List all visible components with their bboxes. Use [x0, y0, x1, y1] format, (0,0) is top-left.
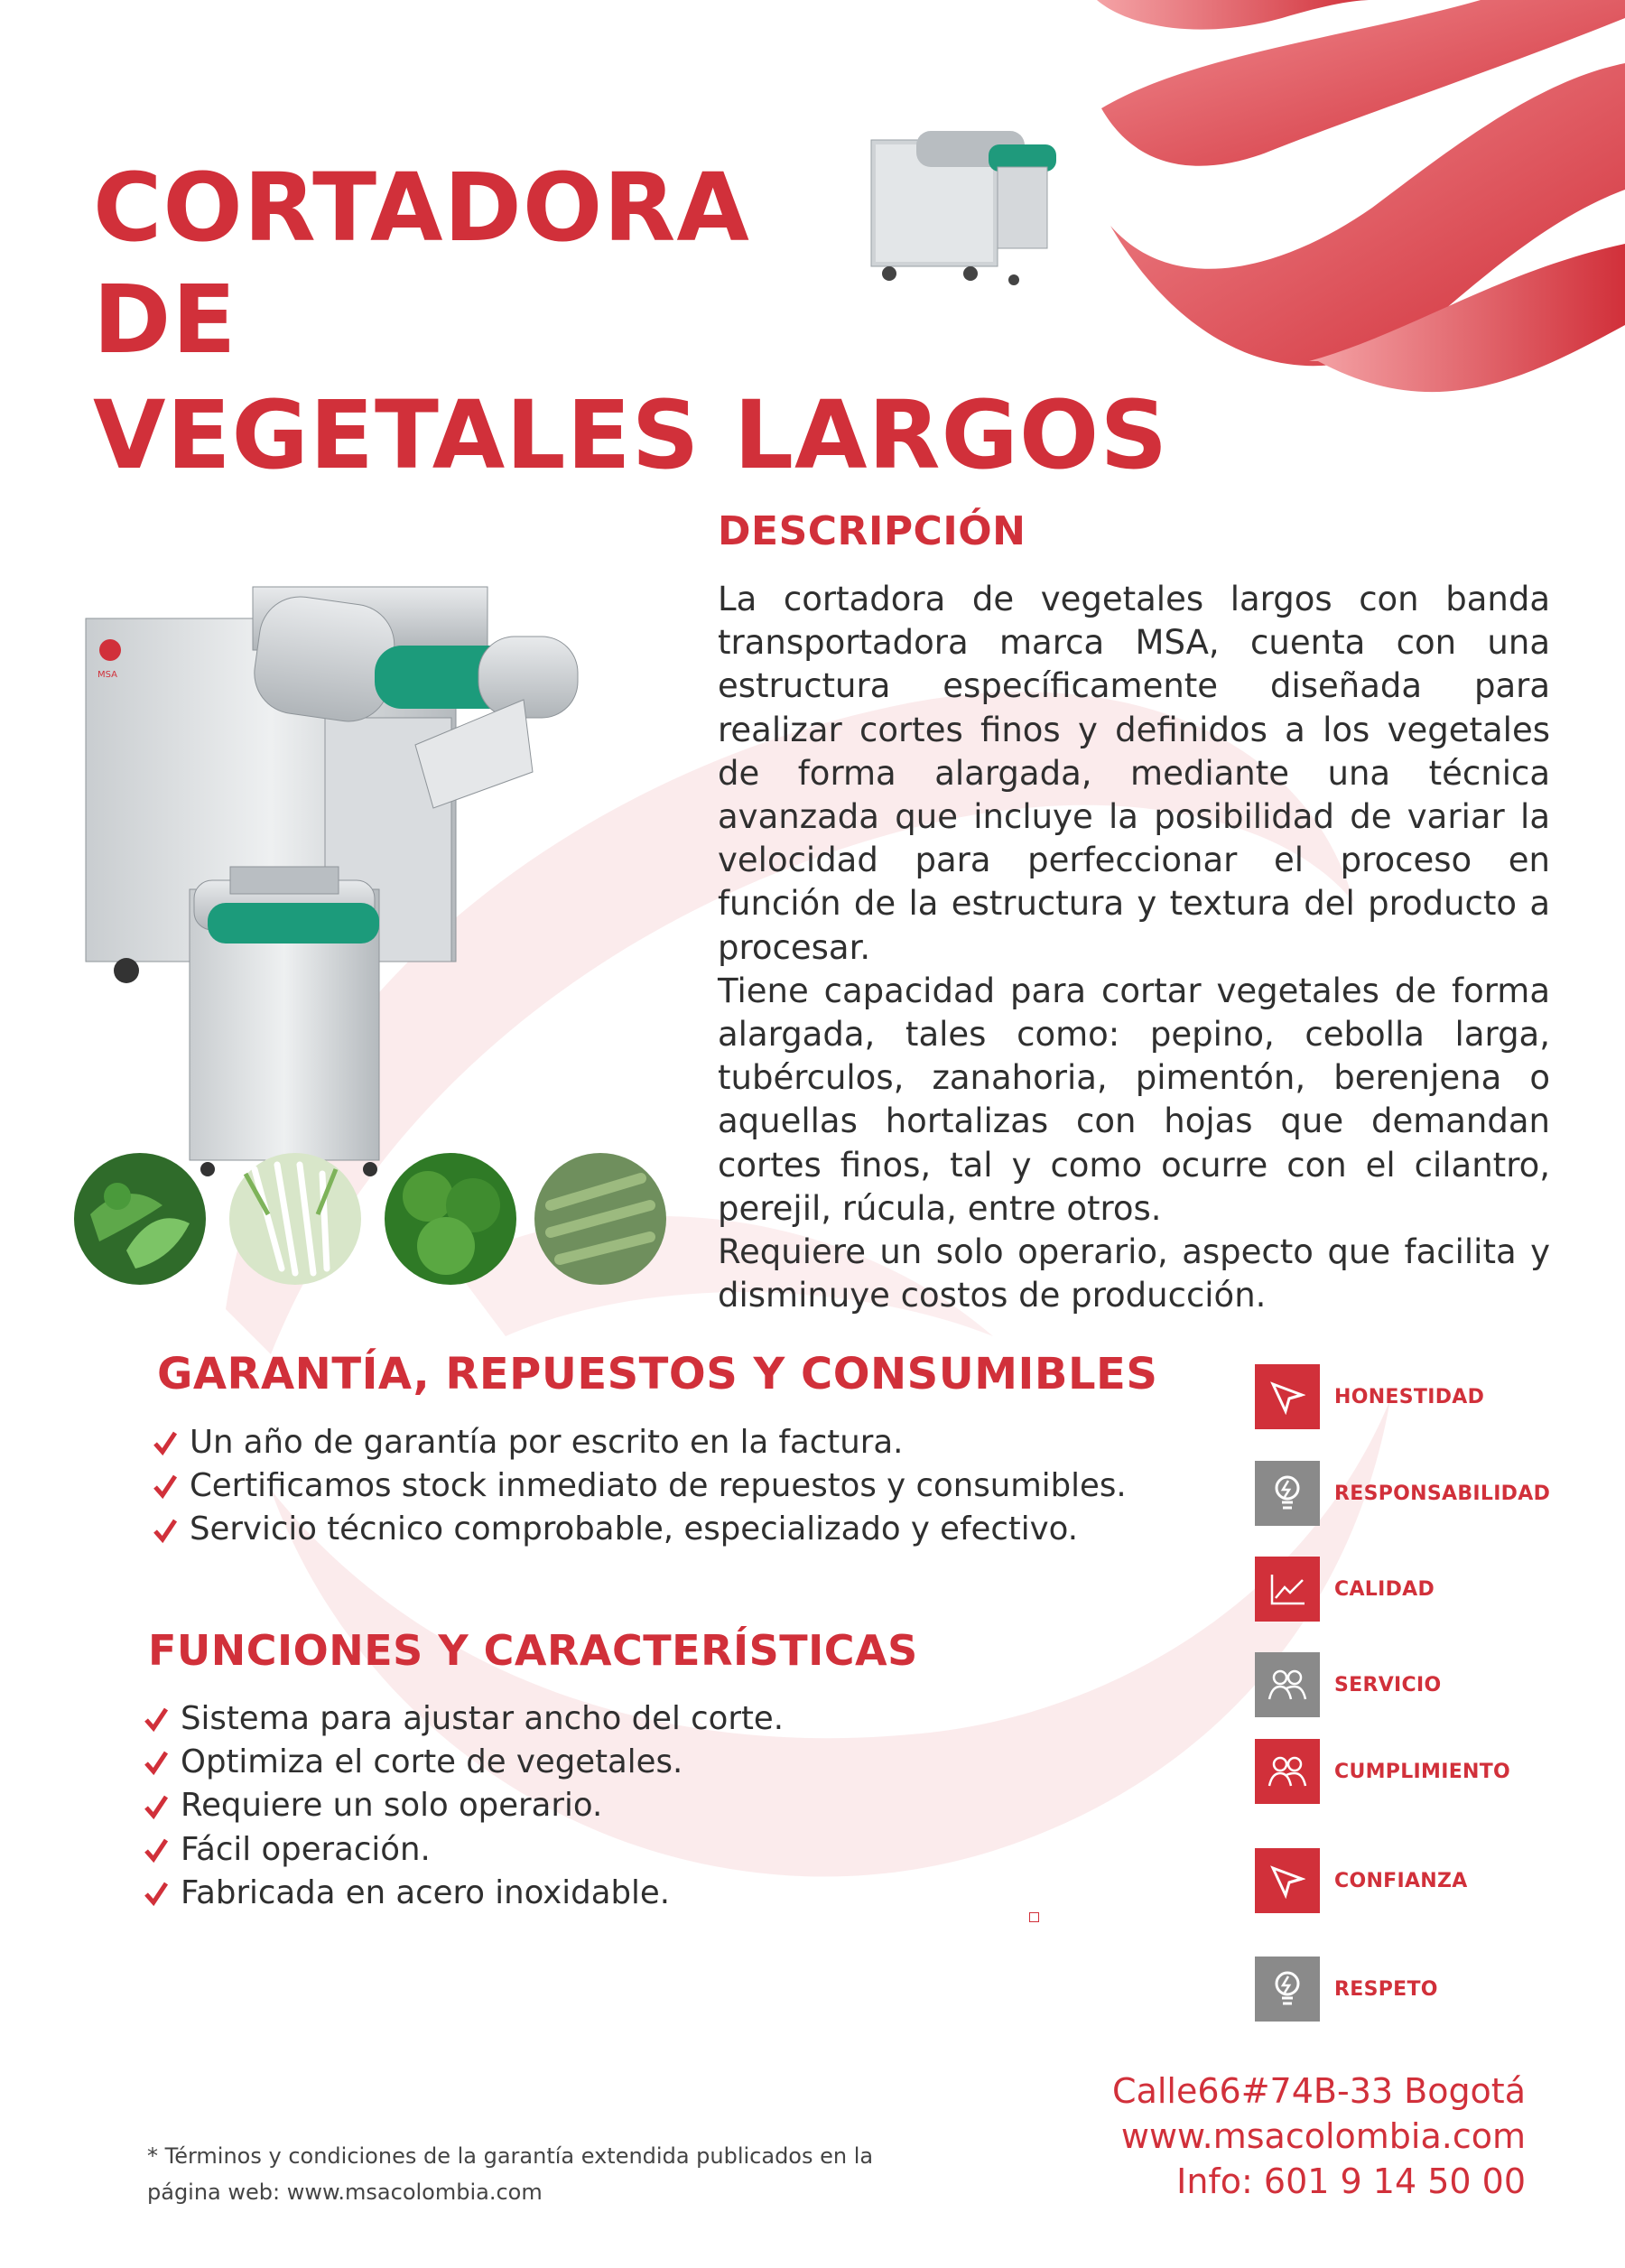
vegetable-image-cilantro	[72, 1151, 208, 1287]
description-paragraph-3: Requiere un solo operario, aspecto que facilita y disminuye costos de producción.	[718, 1232, 1550, 1315]
small-machine-image	[862, 113, 1074, 293]
checkmark-icon	[144, 1792, 168, 1821]
description-paragraph-2: Tiene capacidad para cortar vegetales de forma alargada, tales como: pepino, cebolla larga, tubérculos, zanahoria, pimentón, berenjena o aquellas hortalizas con hojas que demandan cortes finos, tal y como ocurre con el cilantro, perejil, rúcula, entre otros.	[718, 971, 1550, 1228]
vegetable-image-green-onion	[228, 1151, 363, 1287]
footnote-line-2: página web: www.msacolombia.com	[147, 2180, 543, 2205]
value-item-servicio	[1255, 1652, 1441, 1717]
checkmark-icon	[153, 1428, 177, 1457]
warranty-list	[153, 1421, 1127, 1552]
value-item-confianza	[1255, 1848, 1468, 1913]
value-item-cumplimiento	[1255, 1739, 1510, 1804]
value-label: CALIDAD	[1334, 1577, 1435, 1601]
list-item	[153, 1421, 1127, 1464]
description-paragraph-1: La cortadora de vegetales largos con banda transportadora marca MSA, cuenta con una estructura específicamente diseñada para realizar cortes finos y definidos a los vegetales de forma alargada, mediante una técnica avanzada que incluye la posibilidad de variar la velocidad para perfeccionar el proceso en función de la estructura y textura del producto a procesar.	[718, 580, 1550, 967]
features-list	[144, 1697, 784, 1915]
description-text	[718, 578, 1550, 1317]
vegetable-image-parsley	[383, 1151, 518, 1287]
paper-plane-icon	[1255, 1848, 1320, 1913]
page-title-line-1: CORTADORA	[93, 153, 750, 263]
warranty-item-text: Servicio técnico comprobable, especializado y efectivo.	[190, 1510, 1079, 1548]
warranty-heading: GARANTÍA, REPUESTOS Y CONSUMIBLES	[157, 1349, 1158, 1399]
feature-item-text: Requiere un solo operario.	[181, 1787, 603, 1825]
people-icon	[1255, 1652, 1320, 1717]
list-item	[153, 1508, 1127, 1551]
value-label: RESPETO	[1334, 1977, 1438, 2001]
value-item-calidad	[1255, 1557, 1435, 1622]
warranty-item-text: Certificamos stock inmediato de repuestos y consumibles.	[190, 1467, 1127, 1505]
warranty-item-text: Un año de garantía por escrito en la factura.	[190, 1424, 904, 1461]
vegetable-image-green-beans	[533, 1151, 668, 1287]
checkmark-icon	[144, 1836, 168, 1864]
lightbulb-icon	[1255, 1957, 1320, 2022]
value-label: CUMPLIMIENTO	[1334, 1760, 1511, 1783]
checkmark-icon	[144, 1879, 168, 1908]
feature-item-text: Sistema para ajustar ancho del corte.	[181, 1700, 785, 1737]
machine-image	[72, 564, 686, 1178]
value-item-responsabilidad	[1255, 1461, 1550, 1526]
people-icon	[1255, 1739, 1320, 1804]
features-heading: FUNCIONES Y CARACTERÍSTICAS	[148, 1626, 918, 1675]
list-item	[144, 1697, 784, 1741]
contact-phone: Info: 601 9 14 50 00	[1176, 2161, 1526, 2201]
checkmark-icon	[144, 1748, 168, 1777]
paper-plane-icon	[1255, 1364, 1320, 1429]
description-heading: DESCRIPCIÓN	[718, 508, 1026, 554]
feature-item-text: Fácil operación.	[181, 1830, 431, 1868]
feature-item-text: Fabricada en acero inoxidable.	[181, 1873, 670, 1911]
value-item-respeto	[1255, 1957, 1438, 2022]
footnote	[147, 2138, 924, 2210]
list-item	[144, 1828, 784, 1872]
feature-item-text: Optimiza el corte de vegetales.	[181, 1743, 683, 1781]
page-title-line-3: VEGETALES LARGOS	[93, 380, 1169, 490]
value-item-honestidad	[1255, 1364, 1484, 1429]
checkmark-icon	[153, 1472, 177, 1501]
list-item	[144, 1872, 784, 1915]
line-chart-icon	[1255, 1557, 1320, 1622]
small-marker	[1029, 1912, 1039, 1922]
contact-address: Calle66#74B-33 Bogotá	[1112, 2071, 1526, 2111]
list-item	[144, 1741, 784, 1784]
machine-logo-text: MSA	[98, 670, 118, 680]
footnote-line-1: * Términos y condiciones de la garantía extendida publicados en la	[147, 2143, 874, 2169]
page-title-line-2: DE	[93, 265, 237, 375]
value-label: RESPONSABILIDAD	[1334, 1482, 1551, 1505]
checkmark-icon	[144, 1705, 168, 1734]
checkmark-icon	[153, 1516, 177, 1545]
value-label: CONFIANZA	[1334, 1869, 1468, 1892]
lightbulb-icon	[1255, 1461, 1320, 1526]
value-label: HONESTIDAD	[1334, 1385, 1485, 1408]
list-item	[144, 1784, 784, 1827]
value-label: SERVICIO	[1334, 1673, 1442, 1696]
contact-website[interactable]: www.msacolombia.com	[1120, 2116, 1526, 2156]
list-item	[153, 1464, 1127, 1508]
